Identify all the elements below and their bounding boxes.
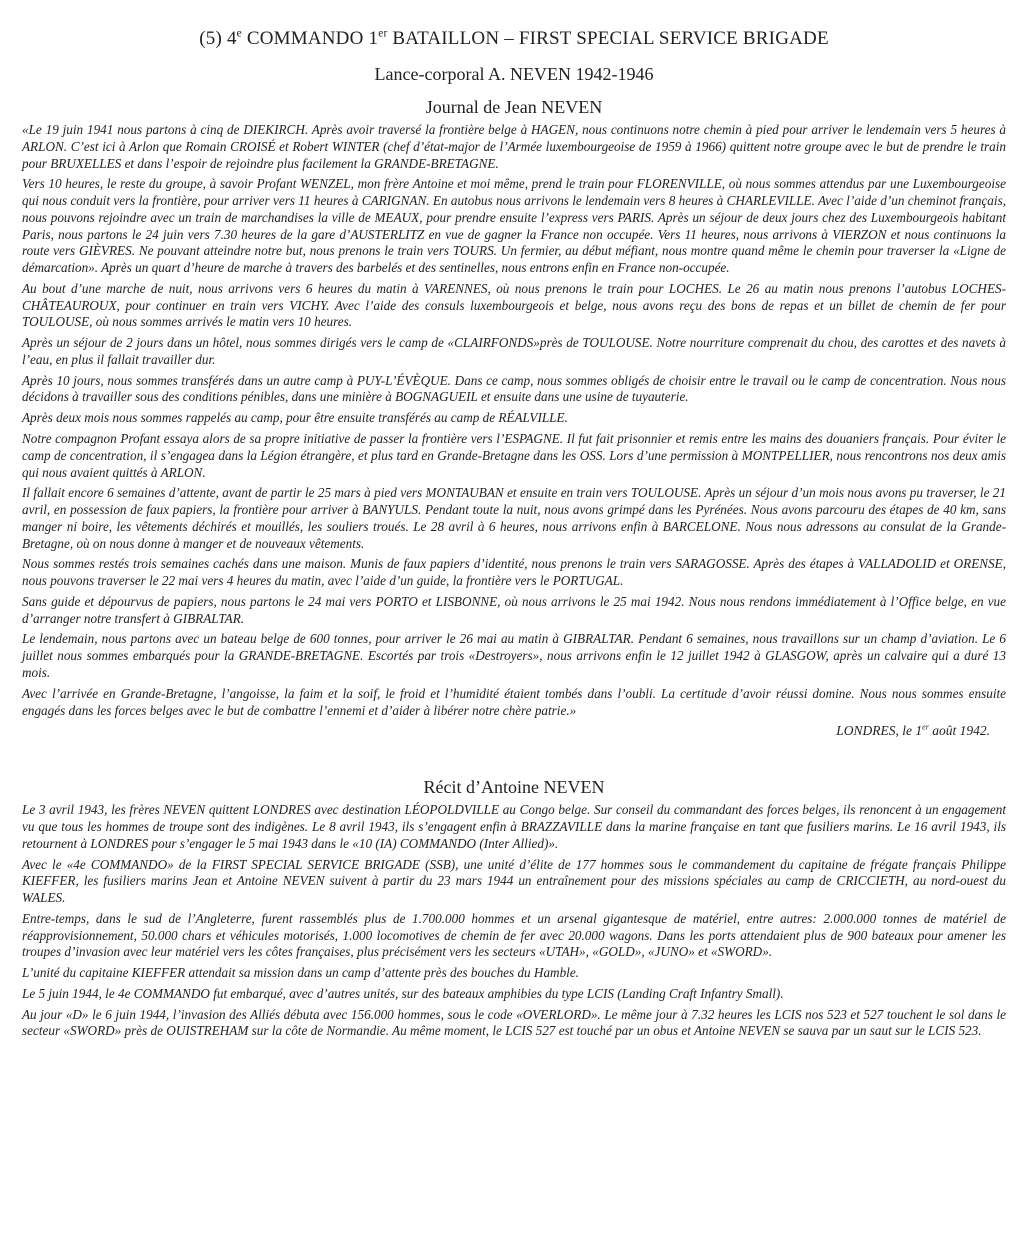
recit-paragraph: Avec le «4e COMMANDO» de la FIRST SPECIAL SERVICE BRIGADE (SSB), une unité d’élite de 177 hommes sous le commandement du capitaine de frégate français Philippe KIEFFER, les fusiliers marins Jean et Antoine NEVEN suivent à partir du 23 mars 1944 un entraînement pour des missions spéciales au camp de CRICCIETH, au nord-ouest du WALES. (22, 856, 1006, 906)
signature-post: août 1942. (928, 723, 990, 739)
page-title-pre: (5) 4 (199, 28, 237, 49)
page-title (22, 28, 1006, 50)
page-title-sup: e (236, 27, 242, 40)
page-title-mid: COMMANDO 1 (241, 28, 379, 49)
journal-paragraph: «Le 19 juin 1941 nous partons à cinq de DIEKIRCH. Après avoir traversé la frontière belge à HAGEN, nous continuons notre chemin à pied pour arriver le lendemain vers 5 heures à ARLON. C’est ici à Arlon que Romain CROISÉ et Robert WINTER (chef d’état-major de l’Armée luxembourgeoise de 1959 à 1966) quittent notre groupe avec le but de prendre le train pour BRUXELLES et dans l’espoir de rejoindre plus facilement la GRANDE-BRETAGNE. (22, 122, 1006, 171)
recit-paragraph: Le 3 avril 1943, les frères NEVEN quittent LONDRES avec destination LÉOPOLDVILLE au Congo belge. Sur conseil du commandant des forces belges, ils renoncent à un engagement vu que tous les hommes de troupe sont des indigènes. Le 8 avril 1943, ils s’engagent enfin à BRAZZAVILLE dans la marine française en tant que fusiliers marins. Le 16 avril 1943, ils retournent à LONDRES pour s’engager le 5 mai 1943 dans le «10 (IA) COMMANDO (Inter Allied)». (22, 802, 1006, 851)
signature-sup: er (922, 722, 929, 732)
journal-paragraph: Après 10 jours, nous sommes transférés dans un autre camp à PUY-L’ÉVÈQUE. Dans ce camp, nous sommes obligés de choisir entre le travail ou le camp de concentration. Nous nous décidons à travailler sous des conditions pénibles, dans une minière à BOGNAGUEIL et ensuite dans une usine de tuyauterie. (22, 372, 1006, 405)
recit-paragraph: Entre-temps, dans le sud de l’Angleterre, furent rassemblés plus de 1.700.000 hommes et un arsenal gigantesque de matériel, entre autres: 2.000.000 tonnes de matériel de réapprovisionnement, 50.000 chars et véhicules motorisés, 1.000 locomotives de chemin de fer avec 20.000 wagons. Dans les ports attendaient plus de 900 bateaux pour amener les troupes d’invasion avec leur matériel vers les côtes françaises, plus précisément vers les secteurs «UTAH», «GOLD», «JUNO» et «SWORD». (22, 910, 1006, 960)
section-spacer (22, 739, 1006, 777)
journal-paragraph: Sans guide et dépourvus de papiers, nous partons le 24 mai vers PORTO et LISBONNE, où nous arrivons le 25 mai 1942. Nous nous rendons immédiatement à l’Office belge, en vue d’arranger notre transfert à GIBRALTAR. (22, 593, 1006, 626)
recit-title: Récit d’Antoine NEVEN (423, 777, 605, 798)
recit-body (22, 802, 1006, 1040)
page-title-post: BATAILLON – FIRST SPECIAL SERVICE BRIGADE (387, 28, 829, 49)
page-subtitle: Lance-corporal A. NEVEN 1942-1946 (374, 64, 654, 84)
journal-paragraph: Après un séjour de 2 jours dans un hôtel, nous sommes dirigés vers le camp de «CLAIRFONDS»près de TOULOUSE. Notre nourriture comprenait du chou, des carottes et des navets à l’eau, en plus il fallait travailler dur. (22, 335, 1006, 367)
journal-paragraph: Avec l’arrivée en Grande-Bretagne, l’angoisse, la faim et la soif, le froid et l’humidité étaient tombés dans l’oubli. La certitude d’avoir réussi domine. Nous nous sommes ensuite engagés dans les forces belges avec le but de combattre l’ennemi et d’aider à libérer notre chère patrie.» (22, 685, 1006, 718)
journal-title: Journal de Jean NEVEN (425, 97, 603, 117)
journal-body (22, 122, 1006, 719)
signature-pre: LONDRES, le 1 (836, 723, 923, 739)
recit-paragraph: Le 5 juin 1944, le 4e COMMANDO fut embarqué, avec d’autres unités, sur des bateaux amphibies du type LCIS (Landing Craft Infantry Small). (22, 985, 784, 1001)
journal-paragraph: Au bout d’une marche de nuit, nous arrivons vers 6 heures du matin à VARENNES, où nous prenons le train pour LOCHES. Le 26 au matin nous prenons l’autobus LOCHES-CHÂTEAUROUX, pour continuer en train vers VICHY. Avec l’aide des consuls luxembourgeois et belge, nous avons reçu des bons de repas et un billet de chemin de fer pour TOULOUSE, où nous sommes arrivés le matin vers 10 heures. (22, 280, 1006, 330)
recit-paragraph: Au jour «D» le 6 juin 1944, l’invasion des Alliés débuta avec 156.000 hommes, sous le code «OVERLORD». Le même jour à 7.32 heures les LCIS nos 523 et 527 touchent le sol dans le secteur «SWORD» près de OUISTREHAM sur la côte de Normandie. Au même moment, le LCIS 527 est touché par un obus et Antoine NEVEN se sauva par un saut sur le LCIS 523. (22, 1006, 1006, 1039)
journal-paragraph: Notre compagnon Profant essaya alors de sa propre initiative de passer la frontière vers l’ESPAGNE. Il fut fait prisonnier et remis entre les mains des douaniers français. Pour éviter le camp de concentration, il s’engagea dans la Légion étrangère, et plus tard en Grande-Bretagne dans les OSS. Lors d’une permission à MONTPELLIER, nous rencontrons nos deux amis qui nous avaient quittés à ARLON. (22, 431, 1006, 480)
journal-paragraph: Après deux mois nous sommes rappelés au camp, pour être ensuite transférés au camp de RÉALVILLE. (22, 410, 568, 426)
journal-paragraph: Il fallait encore 6 semaines d’attente, avant de partir le 25 mars à pied vers MONTAUBAN et ensuite en train vers TOULOUSE. Après un séjour d’un mois nous avons pu traverser, le 21 avril, en possession de faux papiers, la frontière pour arriver à BANYULS. Pendant toute la nuit, nous avons grimpé dans les Pyrénées. Nous avons parcouru des étapes de 40 km, sans manger ni boire, les vêtements déchirés et mouillés, les souliers troués. Le 28 avril à 6 heures, nous arrivons enfin à BARCELONE. Nous nous adressons au consulat de la Grande-Bretagne, où on nous donne à manger et de nouveaux vêtements. (22, 485, 1006, 551)
page-title-sup2: er (378, 27, 388, 40)
journal-paragraph: Le lendemain, nous partons avec un bateau belge de 600 tonnes, pour arriver le 26 mai au matin à GIBRALTAR. Pendant 6 semaines, nous travaillons sur un champ d’aviation. Le 6 juillet nous sommes embarqués pour la GRANDE-BRETAGNE. Escortés par trois «Destroyers», nous arrivons enfin le 12 juillet 1942 à GLASGOW, après un calvaire qui a duré 13 mois. (22, 631, 1006, 680)
journal-paragraph: Vers 10 heures, le reste du groupe, à savoir Profant WENZEL, mon frère Antoine et moi même, prend le train pour FLORENVILLE, où nous sommes attendus par une Luxembourgeoise qui nous conduit vers la frontière, pour arriver vers 11 heures à CARIGNAN. En autobus nous arrivons le lendemain vers 8 heures à CHARLEVILLE. Avec l’aide d’un cheminot français, nous pouvons rejoindre avec un train de marchandises la ville de MEAUX, pour prendre ensuite l’express vers PARIS. Après un séjour de deux jours chez des Luxembourgeois habitant Paris, nous partons le 24 juin vers 7.30 heures de la gare d’AUSTERLITZ en vue de gagner la France non occupée. Vers 11 heures, nous arrivons à VIERZON et nous continuons la route vers GIÈVRES. Ne pouvant atteindre notre but, nous prenons le train vers TOURS. Un fermier, au début méfiant, nous montre quand même le chemin pour traverser la «Ligne de démarcation». Après un quart d’heure de marche à travers des barbelés et des sentinelles, nous entrons enfin en France non-occupée. (22, 176, 1006, 276)
journal-signature (22, 723, 990, 739)
journal-paragraph: Nous sommes restés trois semaines cachés dans une maison. Munis de faux papiers d’identité, nous prenons le train vers SARAGOSSE. Après des étapes à VALLADOLID et ORENSE, nous pouvons traverser le 22 mai vers 4 heures du matin, avec l’aide d’un guide, la frontière vers le PORTUGAL. (22, 556, 1006, 589)
recit-paragraph: L’unité du capitaine KIEFFER attendait sa mission dans un camp d’attente près des bouches du Hamble. (22, 965, 579, 981)
